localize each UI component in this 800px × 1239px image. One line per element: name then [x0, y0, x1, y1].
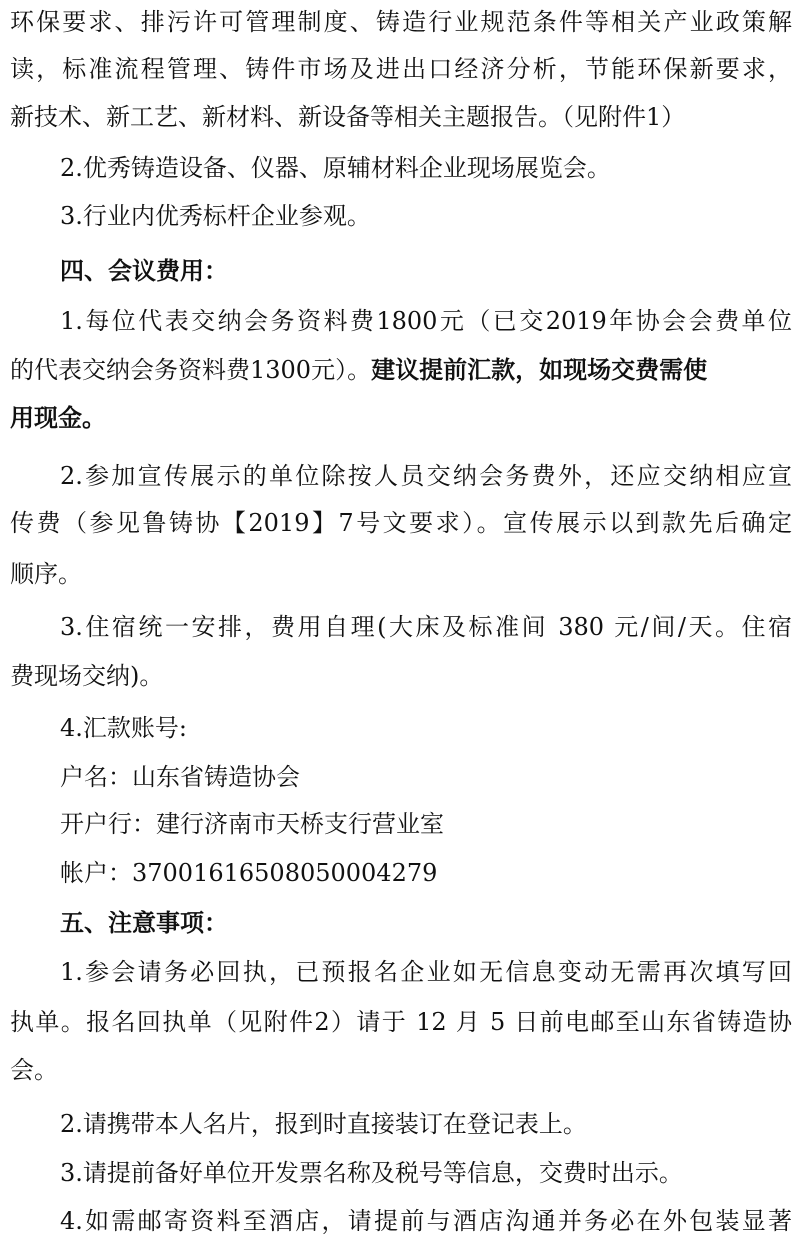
text-line-fee-2-end: 顺序。: [10, 560, 82, 588]
section-heading-fees: 四、会议费用：: [60, 256, 228, 285]
text-line-3: 新技术、新工艺、新材料、新设备等相关主题报告。（见附件1）: [10, 103, 686, 131]
account-name: 户名：山东省铸造协会: [60, 763, 300, 791]
text-line-fee-1-cont: [10, 352, 792, 388]
text-line-fee-3-cont: 费现场交纳)。: [10, 662, 164, 690]
text-line-note-2: 2.请携带本人名片，报到时直接装订在登记表上。: [60, 1110, 587, 1138]
account-number: 帐户：37001616508050004279: [60, 859, 438, 887]
text-line-note-1: 1.参会请务必回执，已预报名企业如无信息变动无需再次填写回: [60, 958, 792, 986]
text-fee-1-bold: 建议提前汇款，如现场交费需使: [371, 355, 708, 384]
account-bank: 开户行：建行济南市天桥支行营业室: [60, 810, 444, 838]
text-line-fee-3: 3.住宿统一安排，费用自理(大床及标准间 380 元/间/天。住宿: [60, 613, 792, 641]
text-line-5: 3.行业内优秀标杆企业参观。: [60, 202, 371, 230]
text-line-1: 环保要求、排污许可管理制度、铸造行业规范条件等相关产业政策解: [10, 8, 792, 36]
text-line-note-4: 4.如需邮寄资料至酒店，请提前与酒店沟通并务必在外包装显著: [60, 1207, 792, 1235]
text-line-fee-1: 1.每位代表交纳会务资料费1800元（已交2019年协会会费单位: [60, 307, 792, 335]
text-line-note-1-cont: 执单。报名回执单（见附件2）请于 12 月 5 日前电邮至山东省铸造协: [10, 1008, 792, 1036]
text-line-note-1-end: 会。: [10, 1056, 58, 1084]
text-line-fee-4: 4.汇款账号:: [60, 714, 187, 742]
text-line-fee-2: 2.参加宣传展示的单位除按人员交纳会务费外，还应交纳相应宣: [60, 462, 792, 490]
text-line-2: 读，标准流程管理、铸件市场及进出口经济分析，节能环保新要求，: [10, 55, 792, 83]
section-heading-notes: 五、注意事项：: [60, 908, 228, 937]
text-line-4: 2.优秀铸造设备、仪器、原辅材料企业现场展览会。: [60, 154, 611, 182]
text-line-note-3: 3.请提前备好单位开发票名称及税号等信息，交费时出示。: [60, 1159, 683, 1187]
text-fee-1-tail: 的代表交纳会务资料费1300元）。: [10, 356, 372, 384]
text-line-fee-2-cont: 传费（参见鲁铸协【2019】7号文要求）。宣传展示以到款先后确定: [10, 509, 792, 537]
text-line-fee-1-bold-cont: 用现金。: [10, 403, 106, 432]
